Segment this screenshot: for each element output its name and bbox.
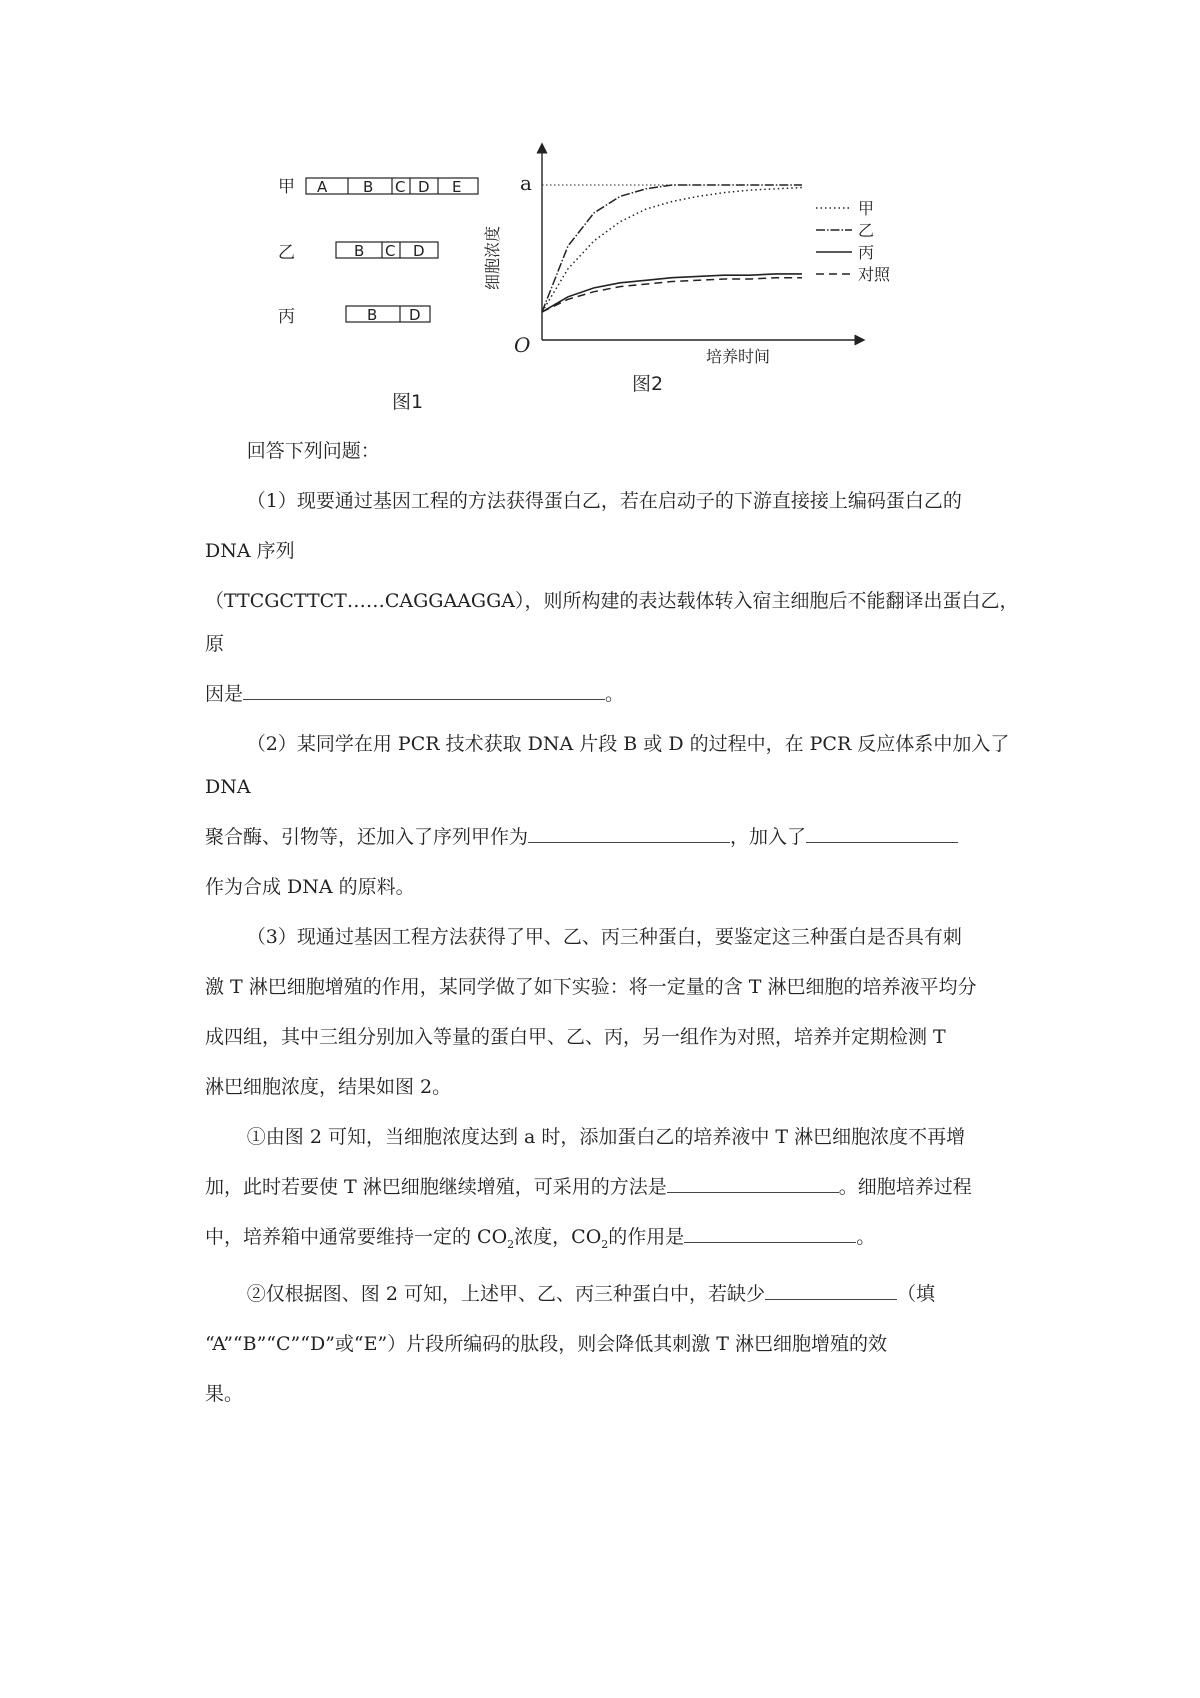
q2-line-2 [205, 816, 1025, 859]
segment-yi-d: D [413, 242, 425, 260]
segment-jia-e: E [452, 178, 462, 196]
answer-blank-3[interactable] [806, 820, 958, 843]
answer-blank-2[interactable] [528, 820, 730, 843]
s1-line-2 [205, 1166, 1025, 1209]
q1-line-3: （TTCGCTTCT……CAGGAAGGA），则所构建的表达载体转入宿主细胞后不能翻译出蛋白乙，原 [205, 590, 1019, 655]
s1-text-a: 加，此时若要使 T 淋巴细胞继续增殖，可采用的方法是 [205, 1176, 667, 1198]
series-line-2 [542, 274, 802, 312]
x-axis-label: 培养时间 [706, 347, 771, 366]
q3-line-2: 激 T 淋巴细胞增殖的作用，某同学做了如下实验：将一定量的含 T 淋巴细胞的培养液平均分 [205, 976, 977, 998]
s2-line-2: “A”“B”“C”“D”或“E”）片段所编码的肽段，则会降低其刺激 T 淋巴细胞增殖的效 [205, 1332, 887, 1355]
s2-text-a: ②仅根据图、图 2 可知，上述甲、乙、丙三种蛋白中，若缺少 [246, 1282, 765, 1305]
series-line-0 [542, 188, 802, 313]
question-text [205, 430, 1025, 1423]
co2-subscript-1: 2 [507, 1237, 515, 1251]
q3-line-1: （3）现通过基因工程方法获得了甲、乙、丙三种蛋白，要鉴定这三种蛋白是否具有刺 [246, 926, 962, 948]
s1-line-3 [205, 1216, 1025, 1266]
q2-text-b: ，加入了 [730, 826, 807, 848]
co2-subscript-2: 2 [601, 1237, 609, 1251]
row-label-jia: 甲 [278, 177, 295, 197]
intro-line: 回答下列问题： [246, 440, 380, 462]
q2-line-3: 作为合成 DNA 的原料。 [205, 876, 415, 898]
answer-blank-5[interactable] [684, 1220, 856, 1243]
figure-2-chart [483, 140, 980, 430]
legend-label-3: 对照 [858, 265, 891, 284]
s1-text-d: 浓度，CO [514, 1226, 602, 1248]
q1-line-4 [205, 673, 1025, 716]
legend-label-1: 乙 [858, 221, 875, 240]
s1-text-e: 的作用是 [608, 1226, 685, 1248]
origin-label: O [514, 333, 531, 357]
segment-jia-d: D [418, 178, 430, 196]
segment-yi-b: B [354, 242, 365, 260]
segment-yi-c: C [385, 242, 396, 260]
q2-line-1: （2）某同学在用 PCR 技术获取 DNA 片段 B 或 D 的过程中，在 PCR 反应体系中加入了 DNA [205, 733, 1010, 798]
segment-bing-b: B [367, 306, 378, 324]
legend [816, 199, 891, 284]
s1-text-c: 中，培养箱中通常要维持一定的 CO [205, 1226, 508, 1248]
answer-blank-1[interactable] [243, 677, 605, 700]
q1-line-1: （1）现要通过基因工程的方法获得蛋白乙，若在启动子的下游直接接上编码蛋白乙的 [246, 490, 962, 512]
segment-bing-d: D [409, 306, 421, 324]
q3-line-4: 淋巴细胞浓度，结果如图 2。 [205, 1076, 452, 1098]
s1-text-b: 。细胞培养过程 [838, 1176, 972, 1198]
figure-2-caption: 图2 [632, 373, 664, 395]
q1-end: 。 [605, 683, 625, 705]
q1-text: 因是 [205, 683, 244, 705]
s2-text-b: （填 [896, 1282, 935, 1305]
segment-jia-c: C [395, 178, 406, 196]
row-bing [278, 306, 430, 327]
s2-line-1 [205, 1273, 1025, 1316]
series-lines [542, 185, 802, 312]
segment-jia-a: A [317, 178, 328, 196]
row-label-yi: 乙 [278, 243, 295, 263]
series-line-3 [542, 278, 802, 312]
s2-line-3: 果。 [205, 1382, 244, 1405]
row-yi [278, 242, 438, 263]
figure-1-caption: 图1 [392, 391, 424, 413]
q1-line-2: DNA 序列 [205, 540, 295, 562]
s1-end: 。 [856, 1226, 876, 1248]
q2-text-a: 聚合酶、引物等，还加入了序列甲作为 [205, 826, 529, 848]
answer-blank-6[interactable] [765, 1277, 897, 1300]
y-axis-label: 细胞浓度 [483, 225, 502, 290]
legend-label-2: 丙 [858, 243, 875, 262]
row-label-bing: 丙 [278, 307, 295, 327]
legend-label-0: 甲 [858, 199, 875, 218]
q3-line-3: 成四组，其中三组分别加入等量的蛋白甲、乙、丙，另一组作为对照，培养并定期检测 T [205, 1026, 946, 1048]
segment-jia-b: B [363, 178, 374, 196]
row-jia [278, 177, 478, 197]
answer-blank-4[interactable] [667, 1170, 839, 1193]
y-marker-a: a [520, 171, 532, 195]
s1-line-1: ①由图 2 可知，当细胞浓度达到 a 时，添加蛋白乙的培养液中 T 淋巴细胞浓度不再增 [246, 1126, 966, 1148]
